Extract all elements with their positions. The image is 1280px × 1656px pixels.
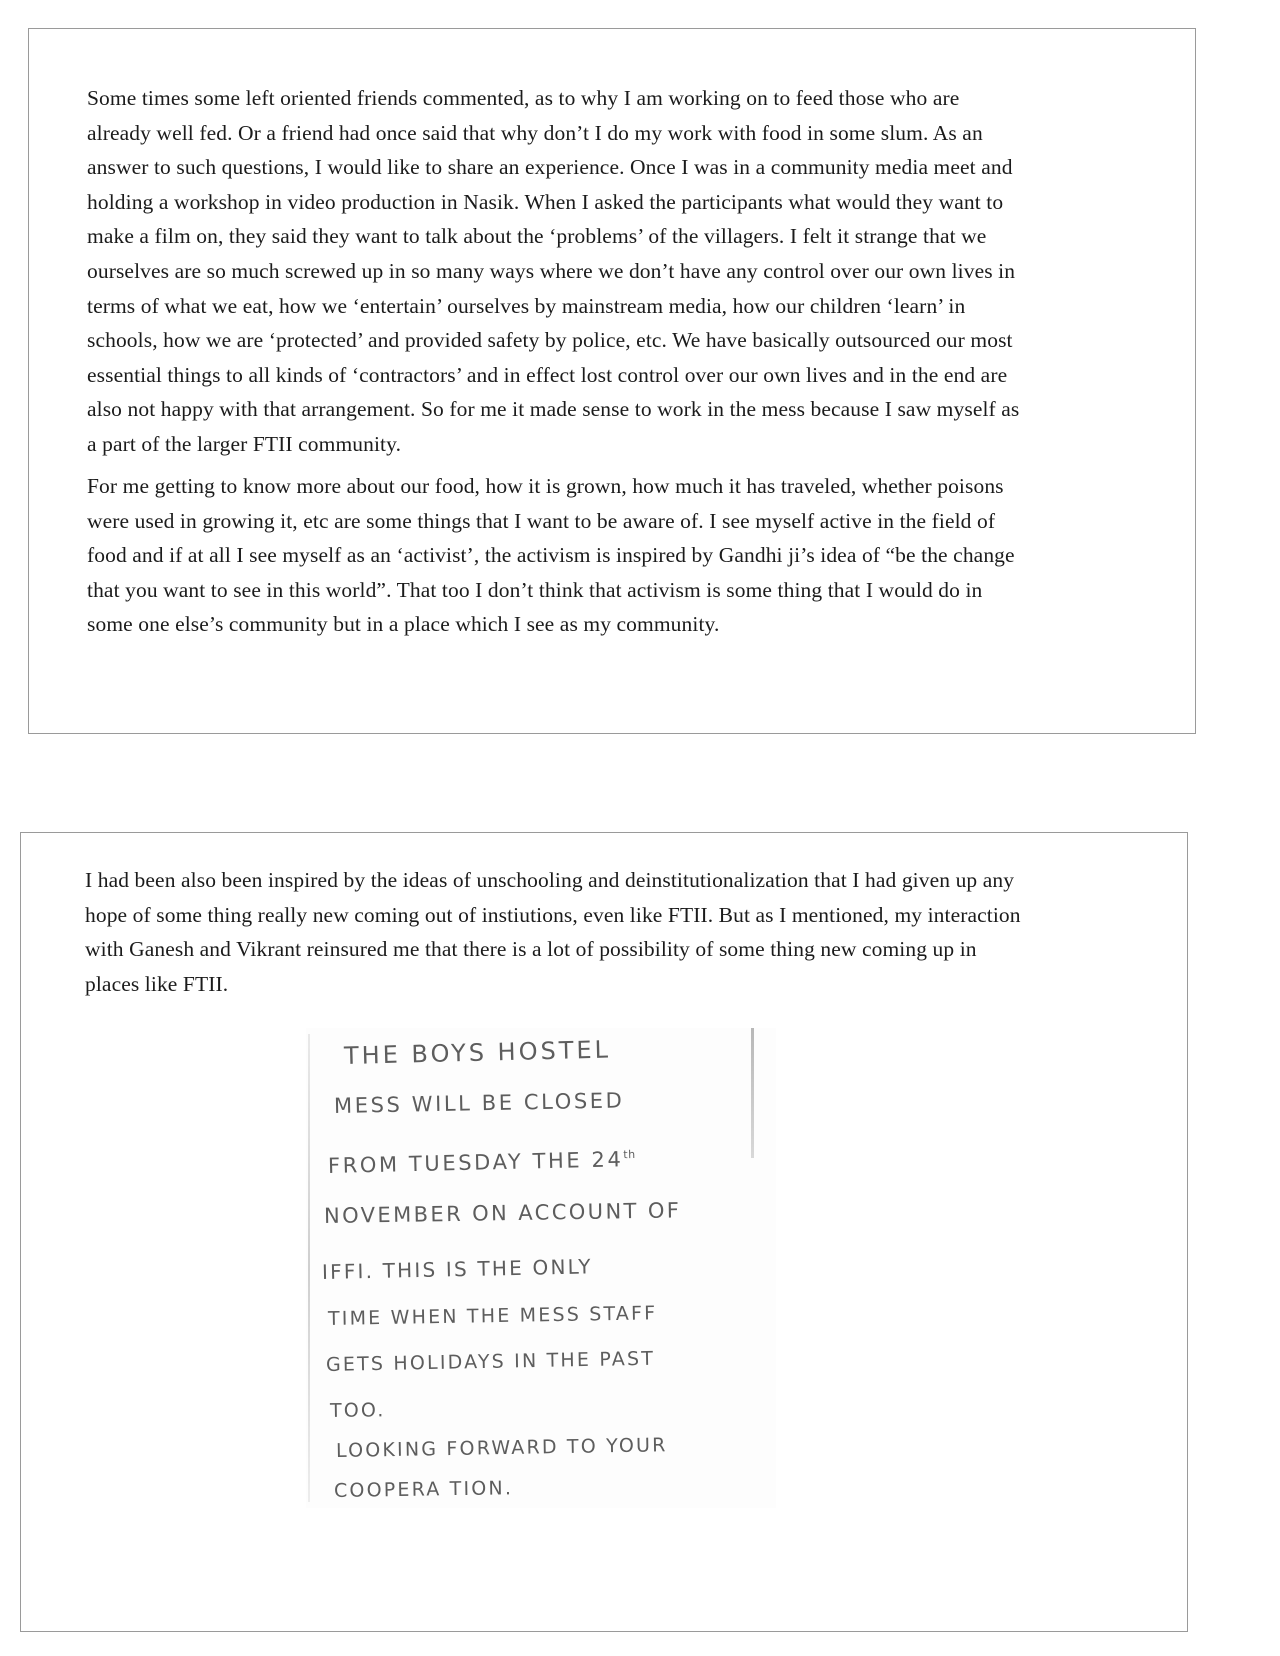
document-page-1 — [28, 28, 1196, 734]
note-line-1: THE BOYS HOSTEL — [343, 1035, 612, 1070]
paper-edge-right — [751, 1028, 754, 1158]
note-line-9: LOOKING FORWARD TO YOUR — [335, 1434, 668, 1462]
page-2-paragraph-1: I had been also been inspired by the ideas of unschooling and deinstitutionalization that I had given up any hope of some thing really new coming out of instiutions, even like FTII. But as I mentioned, my interaction with Ganesh and Vikrant reinsured me that there is a lot of possibility of some thing new coming up in places like FTII. — [85, 868, 1021, 996]
note-line-3 — [328, 1147, 636, 1178]
paper-edge-left — [308, 1034, 310, 1502]
note-date-suffix: th — [623, 1148, 636, 1162]
document-page-2 — [20, 832, 1188, 1632]
note-line-4: NOVEMBER ON ACCOUNT OF — [323, 1198, 682, 1228]
page-1-paragraph-1: Some times some left oriented friends commented, as to why I am working on to feed those who are already well fed. Or a friend had once said that why don’t I do my work with food in some slum. As an answer to such questions, I would like to share an experience. Once I was in a community media meet and holding a workshop in video production in Nasik. When I asked the participants what would they want to make a film on, they said they want to talk about the ‘problems’ of the villagers. I felt it strange that we ourselves are so much screwed up in so many ways where we don’t have any control over our own lives in terms of what we eat, how we ‘entertain’ ourselves by mainstream media, how our children ‘learn’ in schools, how we are ‘protected’ and provided safety by police, etc. We have basically outsourced our most essential things to all kinds of ‘contractors’ and in effect lost control over our own lives and in the end are also not happy with that arrangement. So for me it made sense to work in the mess because I saw myself as a part of the larger FTII community. — [87, 86, 1020, 456]
page-1-paragraph-2: For me getting to know more about our food, how it is grown, how much it has traveled, whether poisons were used in growing it, etc are some things that I want to be aware of. I see myself active in the field of food and if at all I see myself as an ‘activist’, the activism is inspired by Gandhi ji’s idea of “be the change that you want to see in this world”. That too I don’t think that activism is some thing that I would do in some one else’s community but in a place which I see as my community. — [87, 474, 1015, 637]
note-line-7: GETS HOLIDAYS IN THE PAST — [325, 1347, 656, 1376]
note-line-6: TIME WHEN THE MESS STAFF — [327, 1302, 658, 1330]
note-line-2: MESS WILL BE CLOSED — [333, 1088, 625, 1118]
note-line-3-text: FROM TUESDAY THE 24 — [327, 1147, 624, 1178]
note-line-5: IFFI. THIS IS THE ONLY — [321, 1254, 593, 1284]
handwritten-notice-image — [306, 1028, 776, 1508]
note-line-8: TOO. — [329, 1399, 386, 1422]
note-line-10: COOPERA TION. — [333, 1477, 514, 1502]
